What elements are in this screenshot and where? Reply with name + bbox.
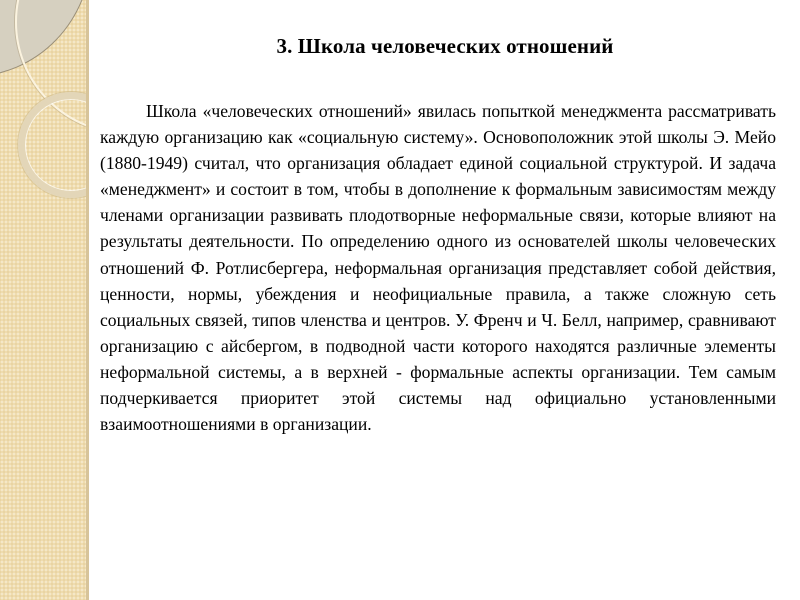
decorative-ring-small — [18, 92, 89, 198]
decorative-side-panel — [0, 0, 89, 600]
slide-title: 3. Школа человеческих отношений — [276, 34, 614, 58]
slide-body-paragraph: Школа «человеческих отношений» явилась попыткой менеджмента рассматривать каждую организацию как «социальную систему». Основоположник этой школы Э. Мейо (1880-1949) считал, что организация обладает единой социальной структурой. И задача «менеджмент» и состоит в том, чтобы в дополнение к формальным зависимостям между членами организации развивать плодотворные неформальные связи, которые влияют на результаты деятельности. По определению одного из основателей школы человеческих отношений Ф. Ротлисбергера, неформальная организация представляет собой действия, ценности, нормы, убеждения и неофициальные правила, а также сложную сеть социальных связей, типов членства и центров. У. Френч и Ч. Белл, например, сравнивают организацию с айсбергом, в подводной части которого находятся различные элементы неформальной системы, а в верхней - формальные аспекты организации. Тем самым подчеркивается приоритет этой системы над официально установленными взаимоотношениями в организации. — [100, 101, 776, 435]
